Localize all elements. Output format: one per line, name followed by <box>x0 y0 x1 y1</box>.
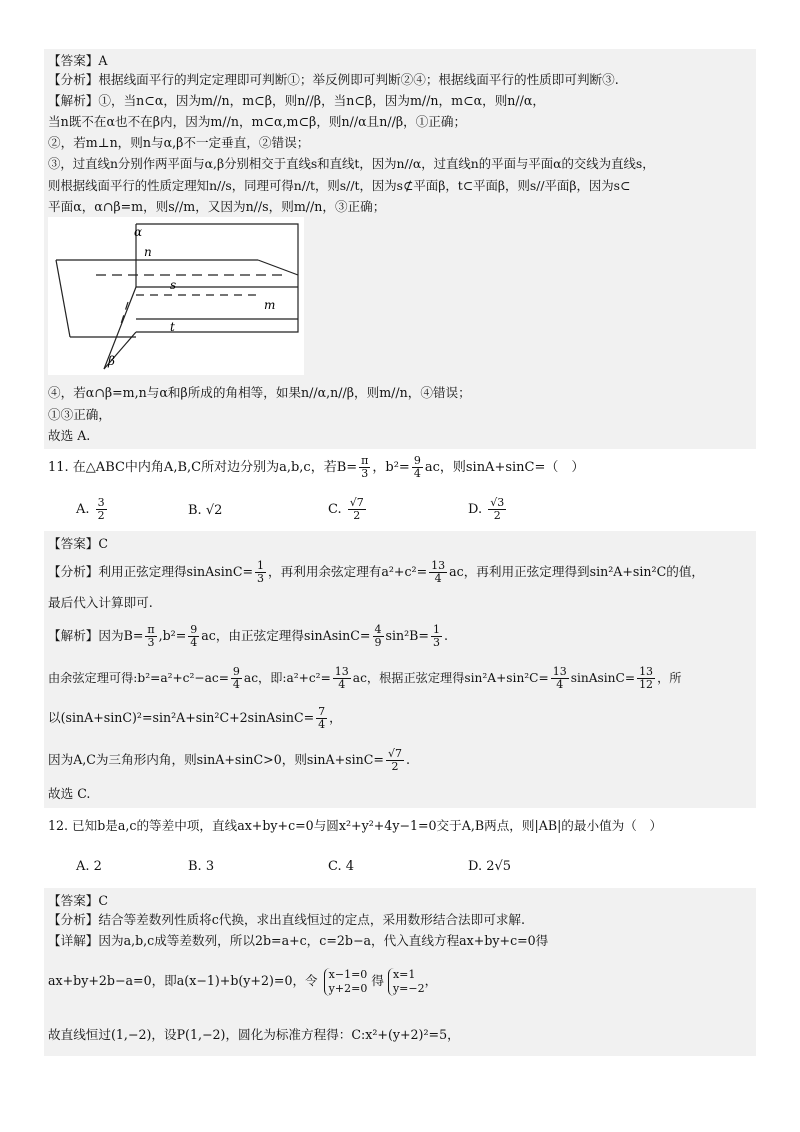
option-label: D. <box>468 502 483 517</box>
solution-line: 当n既不在α也不在β内，因为m//n，m⊂α,m⊂β，则n//α且n//β，①正确； <box>48 114 467 129</box>
denominator: 3 <box>147 636 155 649</box>
denominator: 3 <box>257 572 265 585</box>
equation-system <box>324 968 368 996</box>
question-12-stem: 12. 已知b是a,c的等差中项，直线ax+by+c=0与圆x²+y²+4y−1=0交于A,B两点，则|AB|的最小值为（ ） <box>48 818 663 833</box>
label-n: n <box>144 245 152 259</box>
text: ax+by+2b−a=0，即a(x−1)+b(y+2)=0，令 <box>48 973 318 988</box>
label-alpha: α <box>134 225 143 239</box>
label-m: m <box>264 298 276 312</box>
planes-diagram <box>48 217 304 375</box>
fraction <box>386 748 404 773</box>
fraction <box>637 666 655 691</box>
option-label: C. <box>328 502 342 517</box>
denominator: 4 <box>318 718 326 731</box>
numerator: 13 <box>334 665 349 678</box>
numerator: 7 <box>318 705 326 718</box>
analysis-text: 最后代入计算即可. <box>48 595 153 610</box>
fraction <box>333 666 351 691</box>
text: 由余弦定理可得:b²=a²+c²−ac= <box>48 671 229 685</box>
solution-line: 则根据线面平行的性质定理知n//s，同理可得n//t，则s//t，因为s⊄平面β，t⊂平面β，则s//平面β，因为s⊂ <box>48 178 631 193</box>
numerator: 13 <box>552 665 567 678</box>
option-c: C. 4 <box>328 859 355 874</box>
geometry-figure <box>48 217 304 375</box>
option-b: B. √2 <box>188 503 223 518</box>
label-beta: β <box>108 354 115 368</box>
text: ac，即:a²+c²= <box>243 671 331 685</box>
fraction <box>429 560 447 585</box>
fraction <box>316 706 327 731</box>
solution-line <box>48 622 448 650</box>
option-a <box>76 497 109 522</box>
numerator: √7 <box>387 747 402 760</box>
denominator: 2 <box>493 509 501 522</box>
equation: y=−2 <box>392 981 425 995</box>
stem-text: ，b²= <box>372 460 410 475</box>
text: ， <box>424 973 438 988</box>
text: 【解析】因为B= <box>48 628 144 643</box>
text: sinAsinC= <box>570 671 636 685</box>
text: sin²B= <box>385 628 429 643</box>
text: . <box>443 628 448 643</box>
text: . <box>405 752 410 767</box>
numerator: 9 <box>232 665 240 678</box>
text: 因为A,C为三角形内角，则sinA+sinC>0，则sinA+sinC= <box>48 752 384 767</box>
stem-text: 11. 在△ABC中内角A,B,C所对边分别为a,b,c，若B= <box>48 460 358 475</box>
fraction <box>255 560 266 585</box>
option-c <box>328 497 368 522</box>
text: ac，由正弦定理得sinAsinC= <box>201 628 371 643</box>
label-s: s <box>170 278 177 292</box>
solution-line: 平面α，α∩β=m，则s//m，又因为n//s，则m//n，③正确； <box>48 199 386 214</box>
answer-label: 【答案】A <box>48 53 108 68</box>
denominator: 2 <box>97 509 105 522</box>
fraction <box>96 497 107 522</box>
equation-system <box>388 968 425 996</box>
solution-line: 故直线恒过(1,−2)，设P(1,−2)，圆化为标准方程得：C:x²+(y+2)²=5， <box>48 1027 460 1042</box>
solution-line <box>48 746 410 774</box>
plane-alpha-edge <box>258 260 298 275</box>
numerator: 3 <box>97 496 105 509</box>
text: ,b²= <box>158 628 187 643</box>
denominator: 2 <box>391 760 399 773</box>
plane-beta-outline <box>136 224 298 332</box>
denominator: 9 <box>374 636 382 649</box>
stem-text: ac，则sinA+sinC=（ ） <box>424 460 585 475</box>
fraction <box>431 624 442 649</box>
denominator: 3 <box>432 636 440 649</box>
fraction <box>373 624 384 649</box>
solution-line: 故选 A. <box>48 428 91 443</box>
fraction <box>348 497 366 522</box>
analysis-text: 【分析】根据线面平行的判定定理即可判断①；举反例即可判断②④；根据线面平行的性质即可判断③. <box>48 72 619 87</box>
numerator: π <box>147 623 155 636</box>
analysis-text <box>48 558 704 586</box>
numerator: 1 <box>432 623 440 636</box>
plane-alpha-edge <box>56 260 70 337</box>
text: 以(sinA+sinC)²=sin²A+sin²C+2sinAsinC= <box>48 710 315 725</box>
text: ， <box>329 710 342 725</box>
option-d: D. 2√5 <box>468 859 512 874</box>
fraction <box>359 455 370 480</box>
option-a: A. 2 <box>76 859 102 874</box>
solution-line <box>48 964 437 998</box>
text: ac，再利用正弦定理得到sin²A+sin²C的值， <box>449 564 705 579</box>
denominator: 3 <box>361 467 369 480</box>
denominator: 4 <box>232 678 240 691</box>
fraction <box>145 624 156 649</box>
text: ac，根据正弦定理得sin²A+sin²C= <box>352 671 549 685</box>
equation: x=1 <box>392 967 416 981</box>
answer-label: 【答案】C <box>48 893 109 908</box>
text: ，所 <box>657 671 682 685</box>
solution-line: 【详解】因为a,b,c成等差数列，所以2b=a+c，c=2b−a，代入直线方程ax+by+c=0得 <box>48 933 549 948</box>
denominator: 4 <box>338 678 346 691</box>
denominator: 4 <box>190 636 198 649</box>
text: 【分析】利用正弦定理得sinAsinC= <box>48 564 254 579</box>
denominator: 4 <box>556 678 564 691</box>
numerator: √7 <box>349 496 364 509</box>
text: 得 <box>371 973 384 988</box>
numerator: 4 <box>374 623 382 636</box>
analysis-text: 【分析】结合等差数列性质将c代换，求出直线恒过的定点，采用数形结合法即可求解. <box>48 912 526 927</box>
solution-line <box>48 704 342 732</box>
solution-line: ④，若α∩β=m,n与α和β所成的角相等，如果n//α,n//β，则m//n，④错误； <box>48 385 471 400</box>
numerator: √3 <box>490 496 505 509</box>
fraction <box>412 455 423 480</box>
denominator: 2 <box>353 509 361 522</box>
fraction <box>231 666 242 691</box>
label-t: t <box>170 320 175 334</box>
numerator: 13 <box>431 559 446 572</box>
solution-line: 故选 C. <box>48 786 91 801</box>
solution-line: ②，若m⊥n，则n与α,β不一定垂直，②错误； <box>48 135 310 150</box>
equation: x−1=0 <box>328 967 368 981</box>
fraction <box>551 666 569 691</box>
numerator: 9 <box>413 454 421 467</box>
numerator: 1 <box>257 559 265 572</box>
numerator: 9 <box>190 623 198 636</box>
solution-line: 【解析】①，当n⊂α，因为m//n，m⊂β，则n//β，当n⊂β，因为m//n，m⊂α，则n//α， <box>48 93 546 108</box>
equation: y+2=0 <box>328 981 368 995</box>
denominator: 4 <box>413 467 421 480</box>
solution-line: ③，过直线n分别作两平面与α,β分别相交于直线s和直线t，因为n//α，过直线n的平面与平面α的交线为直线s， <box>48 156 655 171</box>
numerator: π <box>361 454 369 467</box>
option-b: B. 3 <box>188 859 215 874</box>
solution-line: ①③正确， <box>48 407 111 422</box>
fraction <box>488 497 506 522</box>
option-label: A. <box>76 502 90 517</box>
question-11-stem <box>48 455 584 481</box>
hidden-edge <box>120 302 128 327</box>
numerator: 13 <box>639 665 654 678</box>
answer-label: 【答案】C <box>48 536 109 551</box>
solution-line <box>48 664 681 692</box>
fraction <box>188 624 199 649</box>
denominator: 4 <box>434 572 442 585</box>
text: ，再利用余弦定理有a²+c²= <box>268 564 428 579</box>
option-d <box>468 497 508 522</box>
denominator: 12 <box>639 678 654 691</box>
